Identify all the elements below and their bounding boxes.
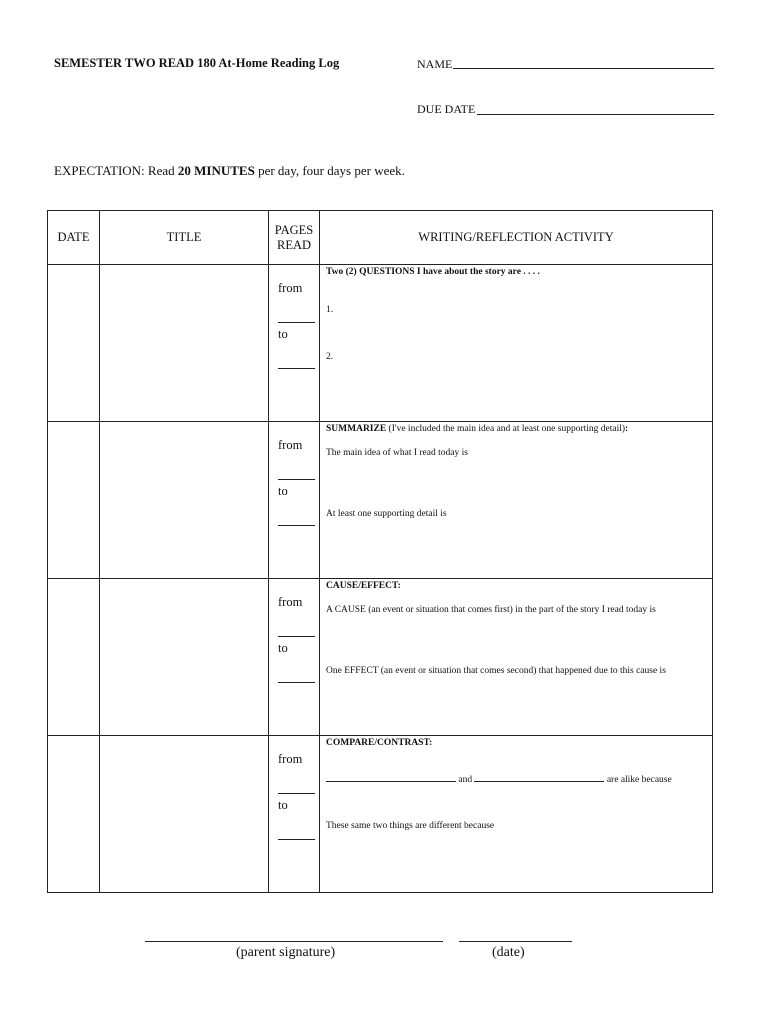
pages-to-blank[interactable] bbox=[278, 682, 315, 683]
compare-blank-1[interactable] bbox=[326, 773, 456, 782]
table-row bbox=[48, 579, 713, 736]
main-idea-prompt: The main idea of what I read today is bbox=[326, 448, 468, 458]
pages-cell bbox=[269, 422, 320, 579]
pages-to-blank[interactable] bbox=[278, 839, 315, 840]
effect-prompt: One EFFECT (an event or situation that comes second) that happened due to this cause is bbox=[326, 666, 666, 676]
title-cell[interactable] bbox=[100, 422, 269, 579]
pages-from-label: from bbox=[278, 752, 303, 766]
pages-to-label: to bbox=[278, 798, 288, 812]
name-field[interactable] bbox=[453, 68, 714, 69]
activity-cell[interactable] bbox=[320, 579, 713, 736]
table-row bbox=[48, 422, 713, 579]
supporting-detail-prompt: At least one supporting detail is bbox=[326, 509, 447, 519]
signature-date-line[interactable] bbox=[459, 941, 572, 942]
summarize-heading: SUMMARIZE bbox=[326, 424, 387, 434]
pages-from-blank[interactable] bbox=[278, 793, 315, 794]
activity-cell[interactable] bbox=[320, 265, 713, 422]
due-date-label: DUE DATE bbox=[417, 102, 476, 116]
expectation-suffix: per day, four days per week. bbox=[254, 163, 405, 178]
pages-header-line1: PAGES bbox=[274, 222, 314, 237]
expectation-prefix: EXPECTATION: Read bbox=[54, 163, 178, 178]
activity-heading bbox=[326, 424, 628, 434]
compare-and-text: and bbox=[458, 775, 473, 785]
compare-blank-2[interactable] bbox=[474, 773, 604, 782]
activity-heading: COMPARE/CONTRAST: bbox=[326, 738, 433, 748]
table-row bbox=[48, 265, 713, 422]
question-2-label: 2. bbox=[326, 352, 334, 362]
pages-cell bbox=[269, 736, 320, 893]
pages-to-label: to bbox=[278, 327, 288, 341]
pages-column-header bbox=[269, 211, 320, 265]
due-date-field[interactable] bbox=[477, 114, 714, 115]
pages-from-label: from bbox=[278, 281, 303, 295]
page-title: SEMESTER TWO READ 180 At-Home Reading Log bbox=[54, 56, 340, 70]
date-cell[interactable] bbox=[48, 736, 100, 893]
expectation-minutes: 20 MINUTES bbox=[177, 163, 255, 178]
table-row bbox=[48, 736, 713, 893]
table-header-row bbox=[48, 211, 713, 265]
pages-to-blank[interactable] bbox=[278, 368, 315, 369]
summarize-note: (I've included the main idea and at least one supporting detail) bbox=[386, 424, 626, 434]
activity-column-header: WRITING/REFLECTION ACTIVITY bbox=[320, 211, 713, 265]
title-cell[interactable] bbox=[100, 736, 269, 893]
pages-to-blank[interactable] bbox=[278, 525, 315, 526]
compare-line bbox=[326, 773, 672, 785]
date-cell[interactable] bbox=[48, 422, 100, 579]
pages-to-label: to bbox=[278, 484, 288, 498]
title-column-header: TITLE bbox=[100, 211, 269, 265]
pages-from-label: from bbox=[278, 438, 303, 452]
date-cell[interactable] bbox=[48, 579, 100, 736]
title-cell[interactable] bbox=[100, 579, 269, 736]
activity-cell[interactable] bbox=[320, 736, 713, 893]
signature-date-label: (date) bbox=[492, 945, 525, 960]
contrast-prompt: These same two things are different because bbox=[326, 821, 495, 831]
pages-from-blank[interactable] bbox=[278, 479, 315, 480]
reading-log-table bbox=[47, 210, 713, 893]
pages-cell bbox=[269, 265, 320, 422]
parent-signature-line[interactable] bbox=[145, 941, 443, 942]
pages-from-label: from bbox=[278, 595, 303, 609]
pages-to-label: to bbox=[278, 641, 288, 655]
pages-from-blank[interactable] bbox=[278, 322, 315, 323]
name-label: NAME bbox=[417, 57, 453, 71]
parent-signature-label: (parent signature) bbox=[236, 945, 336, 960]
summarize-colon: : bbox=[625, 424, 629, 434]
activity-cell[interactable] bbox=[320, 422, 713, 579]
pages-header-line2: READ bbox=[276, 237, 312, 252]
expectation-text bbox=[54, 163, 405, 179]
compare-alike-text: are alike because bbox=[606, 775, 672, 785]
activity-heading: CAUSE/EFFECT: bbox=[326, 581, 401, 591]
cause-prompt: A CAUSE (an event or situation that comes first) in the part of the story I read today is bbox=[326, 605, 656, 615]
date-column-header: DATE bbox=[48, 211, 100, 265]
activity-heading: Two (2) QUESTIONS I have about the story are . . . . bbox=[326, 267, 540, 277]
pages-from-blank[interactable] bbox=[278, 636, 315, 637]
title-cell[interactable] bbox=[100, 265, 269, 422]
question-1-label: 1. bbox=[326, 305, 334, 315]
pages-cell bbox=[269, 579, 320, 736]
date-cell[interactable] bbox=[48, 265, 100, 422]
